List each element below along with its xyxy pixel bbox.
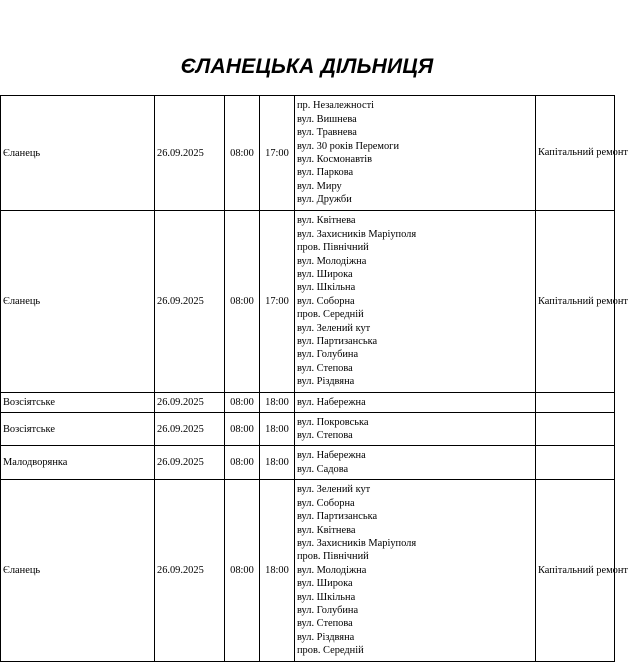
street-name: вул. Широка (297, 578, 353, 590)
start-time-cell: 08:00 (225, 393, 260, 413)
end-time-cell: 17:00 (260, 96, 295, 211)
street-name: вул. Паркова (297, 167, 354, 179)
street-name: вул. Шкільна (297, 591, 356, 603)
outage-schedule-table (0, 95, 628, 662)
street-name: вул. Широка (297, 268, 353, 280)
date-cell: 26.09.2025 (155, 446, 225, 480)
end-time-cell: 18:00 (260, 446, 295, 480)
street-name: вул. Молодіжна (297, 564, 367, 576)
start-time-cell: 08:00 (225, 413, 260, 446)
page-title: ЄЛАНЕЦЬКА ДІЛЬНИЦЯ (180, 55, 434, 78)
street-name: вул. Голубина (297, 605, 359, 617)
street-name: вул. Квітнева (297, 215, 356, 227)
start-time-cell: 08:00 (225, 446, 260, 480)
street-name: вул. Захисників Маріуполя (297, 537, 417, 549)
streets-cell (295, 413, 536, 446)
table-row (1, 413, 615, 446)
street-name: пров. Північний (297, 551, 369, 563)
street-name: пров. Північний (297, 242, 369, 254)
settlement-cell: Єланець (1, 480, 155, 662)
street-name: вул. Молодіжна (297, 255, 367, 267)
street-name: вул. Партизанська (297, 511, 378, 523)
work-type-cell: Капітальний ремонт (536, 480, 615, 662)
end-time-cell: 18:00 (260, 480, 295, 662)
streets-cell (295, 96, 536, 211)
date-cell: 26.09.2025 (155, 413, 225, 446)
street-name: пров. Середній (297, 645, 364, 657)
street-name: вул. 30 років Перемоги (297, 140, 400, 152)
date-cell: 26.09.2025 (155, 96, 225, 211)
date-cell: 26.09.2025 (155, 211, 225, 393)
table-row (1, 211, 615, 393)
end-time-cell: 17:00 (260, 211, 295, 393)
settlement-cell: Малодворянка (1, 446, 155, 480)
street-name: пров. Середній (297, 309, 364, 321)
work-type-cell (536, 446, 615, 480)
settlement-cell: Єланець (1, 211, 155, 393)
table-row (1, 96, 615, 211)
street-name: пр. Незалежності (297, 100, 375, 112)
street-name: вул. Різдвяна (297, 631, 355, 643)
settlement-cell: Єланець (1, 96, 155, 211)
streets-cell (295, 480, 536, 662)
street-name: вул. Різдвяна (297, 376, 355, 388)
work-type-cell: Капітальний ремонт (536, 211, 615, 393)
street-name: вул. Шкільна (297, 282, 356, 294)
street-name: вул. Зелений кут (297, 484, 371, 496)
street-name: вул. Космонавтів (297, 154, 373, 165)
streets-cell (295, 446, 536, 480)
street-name: вул. Набережна (297, 396, 366, 408)
settlement-cell: Возсіятське (1, 413, 155, 446)
start-time-cell: 08:00 (225, 96, 260, 211)
street-name: вул. Соборна (297, 497, 355, 509)
end-time-cell: 18:00 (260, 413, 295, 446)
street-name: вул. Травнева (297, 127, 357, 139)
schedule-body (1, 96, 628, 662)
start-time-cell: 08:00 (225, 480, 260, 662)
date-cell: 26.09.2025 (155, 393, 225, 413)
street-name: вул. Квітнева (297, 524, 356, 536)
table-row (1, 480, 615, 662)
streets-cell (295, 211, 536, 393)
street-name: вул. Набережна (297, 450, 366, 462)
street-name: вул. Миру (297, 180, 342, 192)
street-name: вул. Захисників Маріуполя (297, 228, 417, 240)
street-name: вул. Степова (297, 430, 353, 441)
street-name: вул. Дружби (297, 194, 352, 206)
street-name: вул. Вишнева (297, 113, 357, 125)
street-name: вул. Степова (297, 618, 353, 630)
settlement-cell: Возсіятське (1, 393, 155, 413)
street-name: вул. Зелений кут (297, 322, 371, 334)
street-name: вул. Голубина (297, 349, 359, 361)
table-row (1, 393, 615, 413)
start-time-cell: 08:00 (225, 211, 260, 393)
street-name: вул. Садова (297, 463, 349, 475)
street-name: вул. Соборна (297, 295, 355, 307)
date-cell: 26.09.2025 (155, 480, 225, 662)
work-type-cell (536, 393, 615, 413)
street-name: вул. Степова (297, 362, 353, 374)
streets-cell (295, 393, 536, 413)
work-type-cell (536, 413, 615, 446)
table-row (1, 446, 615, 480)
street-name: вул. Партизанська (297, 336, 378, 348)
street-name: вул. Покровська (297, 416, 369, 428)
work-type-cell: Капітальний ремонт (536, 96, 615, 211)
end-time-cell: 18:00 (260, 393, 295, 413)
